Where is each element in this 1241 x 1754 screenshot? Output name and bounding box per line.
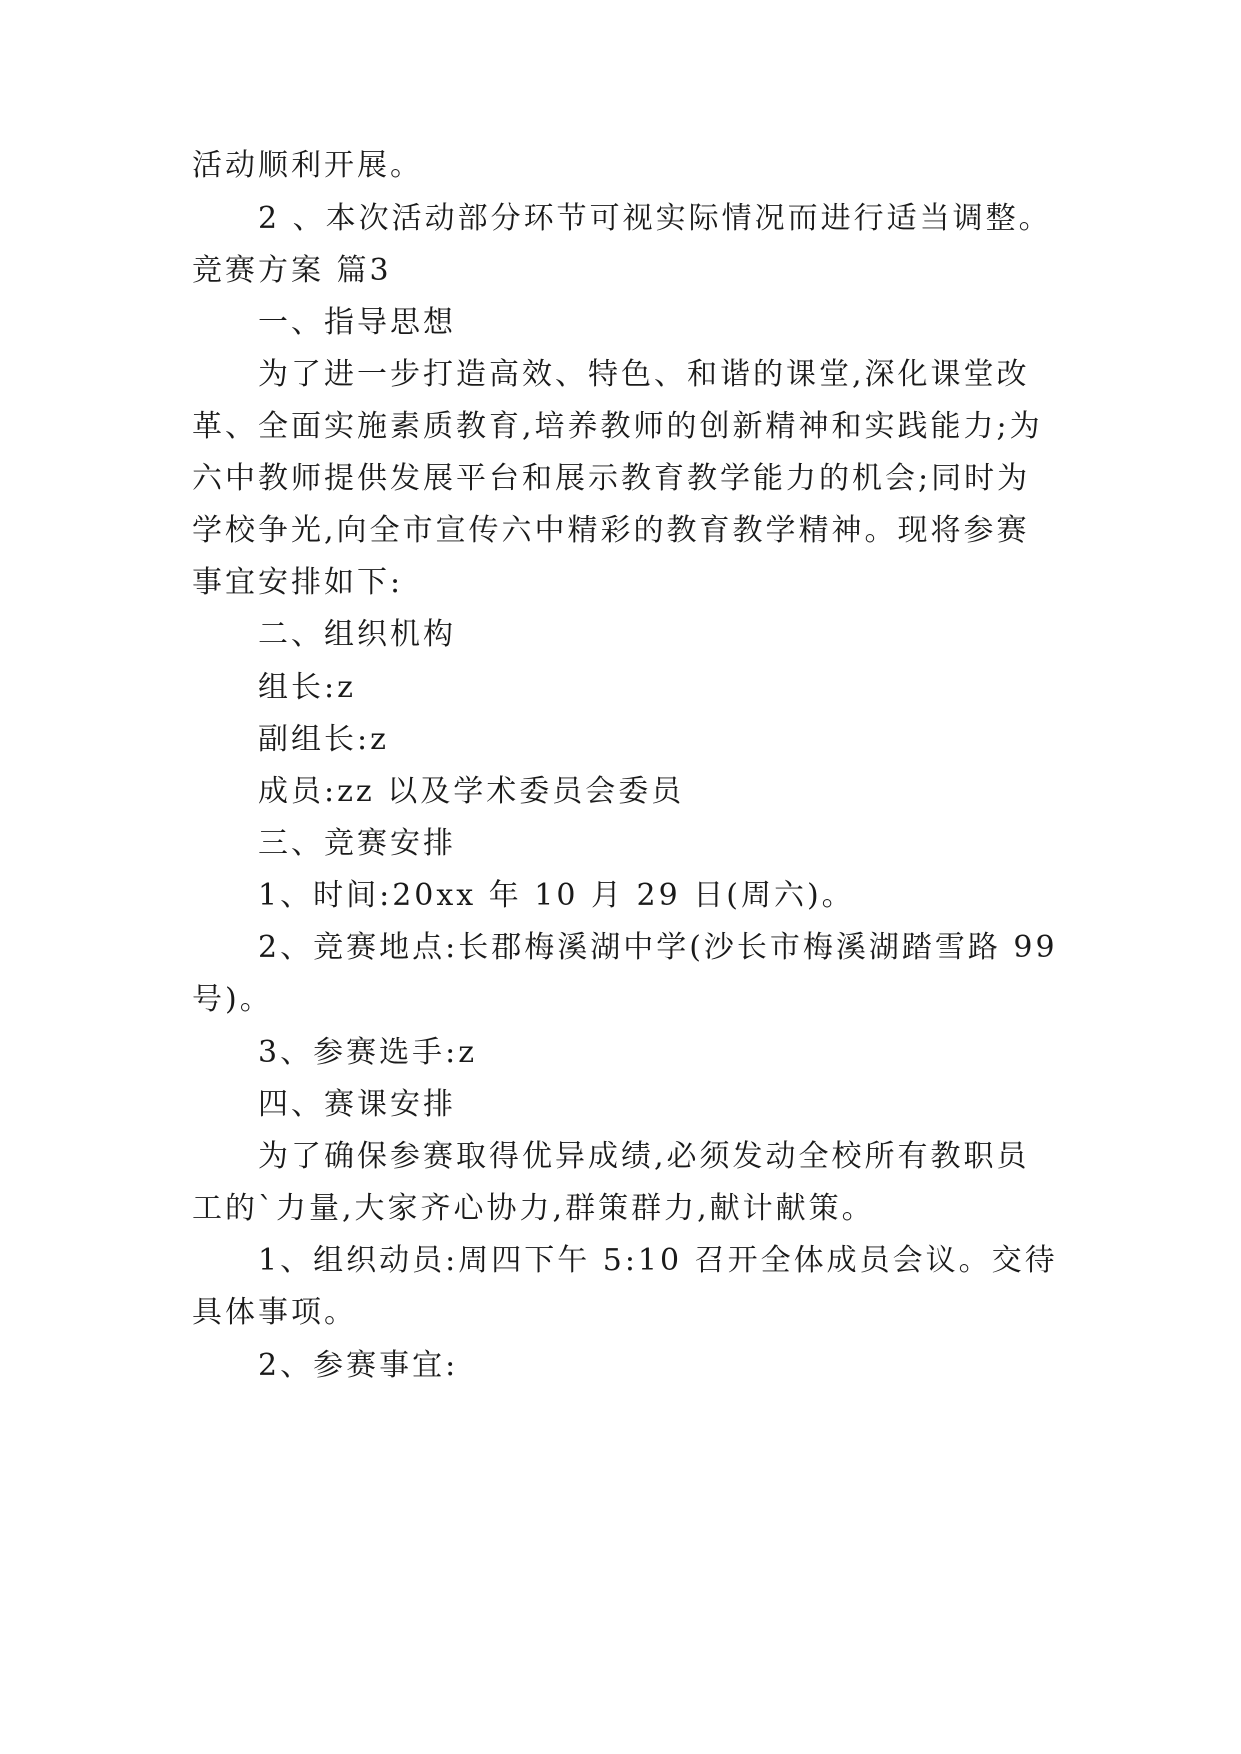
text-line: 1、组织动员:周四下午 5:10 召开全体成员会议。交待 — [258, 1243, 1058, 1278]
text-line: 组长:z — [258, 670, 356, 705]
text-line: 成员:zz 以及学术委员会委员 — [258, 774, 685, 809]
text-line: 2 、本次活动部分环节可视实际情况而进行适当调整。 — [258, 201, 1052, 236]
text-line: 具体事项。 — [192, 1295, 357, 1330]
text-line: 号)。 — [192, 982, 273, 1017]
text-line: 事宜安排如下: — [192, 565, 404, 600]
subsection-heading: 一、指导思想 — [258, 305, 456, 340]
text-line: 为了确保参赛取得优异成绩,必须发动全校所有教职员 — [258, 1139, 1030, 1174]
text-line: 2、竞赛地点:长郡梅溪湖中学(沙长市梅溪湖踏雪路 99 — [258, 930, 1058, 965]
text-line: 3、参赛选手:z — [258, 1035, 477, 1070]
text-line: 六中教师提供发展平台和展示教育教学能力的机会;同时为 — [192, 461, 1031, 496]
subsection-heading: 三、竞赛安排 — [258, 826, 456, 861]
text-line: 革、全面实施素质教育,培养教师的创新精神和实践能力;为 — [192, 409, 1043, 444]
text-line: 1、时间:20xx 年 10 月 29 日(周六)。 — [258, 878, 855, 913]
text-line: 学校争光,向全市宣传六中精彩的教育教学精神。现将参赛 — [192, 513, 1030, 548]
text-line: 活动顺利开展。 — [192, 148, 423, 183]
text-line: 2、参赛事宜: — [258, 1348, 459, 1383]
text-line: 副组长:z — [258, 722, 389, 757]
section-heading: 竞赛方案 篇3 — [192, 253, 392, 288]
subsection-heading: 四、赛课安排 — [258, 1087, 456, 1122]
subsection-heading: 二、组织机构 — [258, 617, 456, 652]
text-line: 工的`力量,大家齐心协力,群策群力,献计献策。 — [192, 1191, 875, 1226]
text-line: 为了进一步打造高效、特色、和谐的课堂,深化课堂改 — [258, 357, 1030, 392]
